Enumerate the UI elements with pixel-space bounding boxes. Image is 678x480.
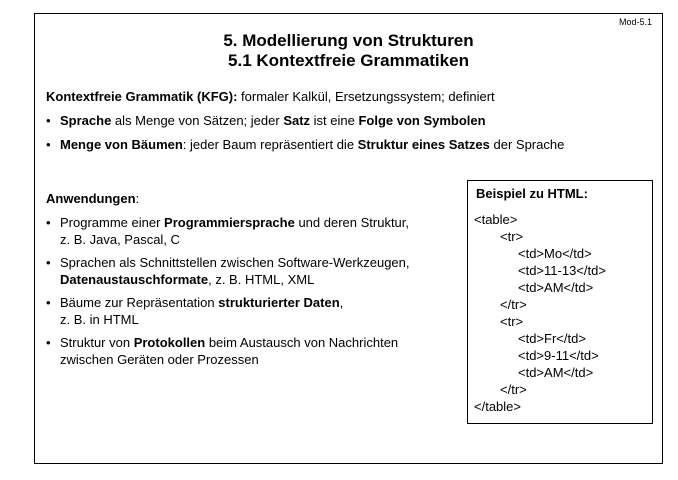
code-line: <tr> (500, 229, 524, 244)
applications-section (46, 190, 466, 374)
code-line: <td>AM</td> (518, 365, 594, 380)
title-line-2: 5.1 Kontextfreie Grammatiken (228, 51, 469, 70)
slide-id: Mod-5.1 (618, 17, 652, 27)
intro-section (46, 88, 646, 160)
title-line-1: 5. Modellierung von Strukturen (223, 31, 474, 50)
example-title: Beispiel zu HTML: (476, 186, 588, 201)
code-line: </tr> (500, 382, 527, 397)
code-line: <td>9-11</td> (518, 348, 599, 363)
page-title (35, 31, 662, 71)
application-item: • Struktur von Protokollen beim Austausch von Nachrichten zwischen Geräten oder Prozessen (46, 334, 466, 368)
bullet-trees: • Menge von Bäumen: jeder Baum repräsentiert die Struktur eines Satzes der Sprache (46, 136, 646, 154)
code-line: </tr> (500, 297, 527, 312)
kfg-definition: Kontextfreie Grammatik (KFG): formaler Kalkül, Ersetzungssystem; definiert (46, 89, 495, 104)
code-line: <td>Fr</td> (518, 331, 586, 346)
applications-heading: Anwendungen: (46, 191, 140, 206)
bullet-language: • Sprache als Menge von Sätzen; jeder Satz ist eine Folge von Symbolen (46, 112, 646, 130)
html-example-box (467, 180, 653, 424)
application-item: • Sprachen als Schnittstellen zwischen Software-Werkzeugen, Datenaustauschformate, z. B. HTML, XML (46, 254, 466, 288)
application-item: • Programme einer Programmiersprache und deren Struktur, z. B. Java, Pascal, C (46, 214, 466, 248)
application-item: • Bäume zur Repräsentation strukturierter Daten, z. B. in HTML (46, 294, 466, 328)
code-line: <tr> (500, 314, 524, 329)
code-line: <td>Mo</td> (518, 246, 592, 261)
kfg-term: Kontextfreie Grammatik (KFG): (46, 89, 238, 104)
code-line: <td>AM</td> (518, 280, 594, 295)
code-line: <td>11-13</td> (518, 263, 606, 278)
slide-frame (34, 13, 663, 464)
code-line: </table> (474, 399, 521, 414)
code-line: <table> (474, 212, 518, 227)
